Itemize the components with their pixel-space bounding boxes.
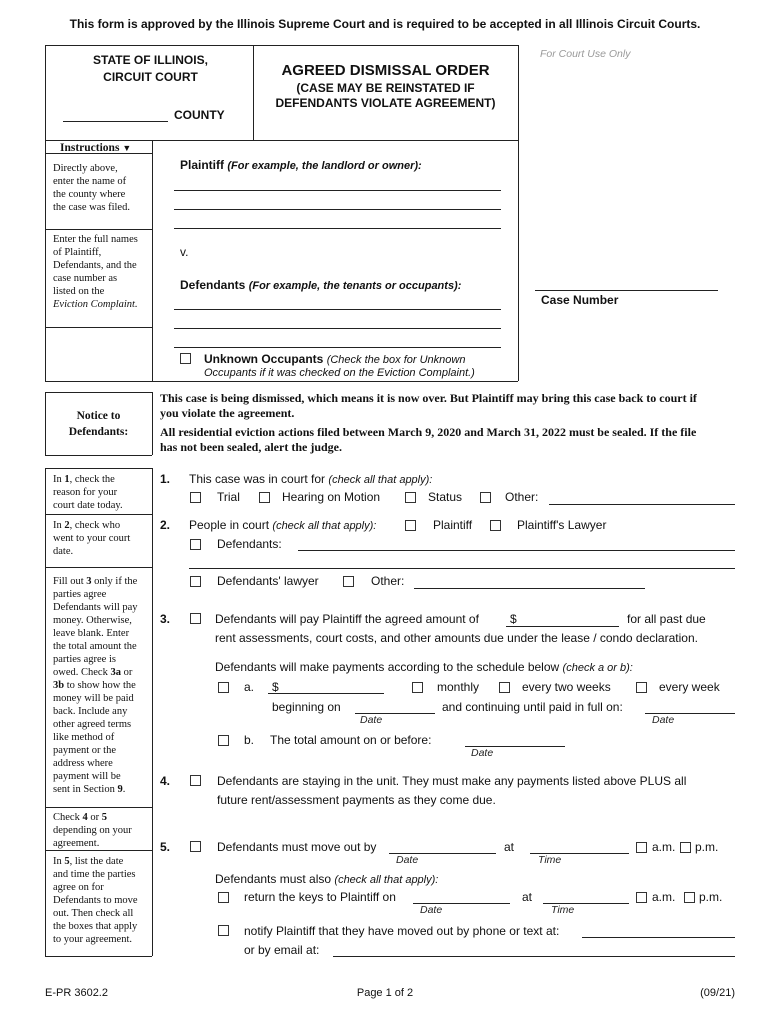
plaintiff-line-3[interactable]: [174, 228, 501, 229]
form-title: AGREED DISMISSAL ORDER: [281, 62, 490, 79]
defendants-present-label: Defendants:: [217, 537, 282, 551]
defendants-lawyer-checkbox[interactable]: [190, 576, 201, 587]
section3-text-1: Defendants will pay Plaintiff the agreed amount of: [215, 612, 479, 626]
section3-text-2: for all past due: [627, 612, 706, 626]
form-revision: (09/21): [700, 987, 735, 999]
option-b-checkbox[interactable]: [218, 735, 229, 746]
notify-email-input-line[interactable]: [333, 956, 735, 957]
notice-label-2: Defendants:: [68, 426, 129, 438]
hearing-on-motion-label: Hearing on Motion: [282, 490, 381, 504]
other-reason-label: Other:: [505, 490, 539, 504]
agreed-amount-dollar: $: [510, 612, 517, 626]
form-id: E-PR 3602.2: [45, 987, 108, 999]
return-keys-am-label: a.m.: [652, 890, 676, 904]
total-amount-label: The total amount on or before:: [270, 733, 432, 747]
section1-text: This case was in court for (check all that apply):: [189, 472, 433, 486]
unknown-occupants-hint: Occupants if it was checked on the Eviction Complaint.): [204, 367, 475, 379]
defendants-present-input-line[interactable]: [298, 550, 735, 551]
section5-instruction: In 5, list the date and time the parties agree on for Defendants to move out. Then check all the boxes that apply to your agreement.: [53, 856, 138, 945]
move-out-time-caption: Time: [538, 854, 562, 866]
continuing-label: and continuing until paid in full on:: [442, 700, 623, 714]
monthly-label: monthly: [437, 680, 480, 694]
plaintiff-lawyer-label: Plaintiff's Lawyer: [517, 518, 607, 532]
beginning-date-caption: Date: [360, 714, 383, 726]
installment-amount-input-line[interactable]: [268, 693, 384, 694]
return-keys-pm-checkbox[interactable]: [684, 892, 695, 903]
every-two-weeks-label: every two weeks: [522, 680, 611, 694]
court-use-label: For Court Use Only: [540, 48, 631, 60]
move-out-label: Defendants must move out by: [217, 840, 377, 854]
schedule-text: Defendants will make payments according to the schedule below (check a or b):: [215, 660, 633, 674]
case-number-line[interactable]: [535, 290, 718, 291]
move-out-pm-label: p.m.: [695, 840, 719, 854]
staying-in-unit-checkbox[interactable]: [190, 775, 201, 786]
county-label: COUNTY: [174, 108, 225, 122]
page-number: Page 1 of 2: [356, 987, 414, 999]
plaintiff-lawyer-checkbox[interactable]: [490, 520, 501, 531]
move-out-am-checkbox[interactable]: [636, 842, 647, 853]
other-reason-checkbox[interactable]: [480, 492, 491, 503]
option-a-checkbox[interactable]: [218, 682, 229, 693]
plaintiff-present-checkbox[interactable]: [405, 520, 416, 531]
form-subtitle-2: DEFENDANTS VIOLATE AGREEMENT): [275, 96, 496, 110]
case-number-label: Case Number: [541, 293, 619, 307]
notify-plaintiff-label: notify Plaintiff that they have moved out by phone or text at:: [244, 924, 560, 938]
move-out-checkbox[interactable]: [190, 841, 201, 852]
versus-label: v.: [180, 245, 189, 259]
other-present-input-line[interactable]: [414, 588, 645, 589]
paid-in-full-date-caption: Date: [652, 714, 675, 726]
status-checkbox[interactable]: [405, 492, 416, 503]
section4-text-2: future rent/assessment payments as they come due.: [217, 793, 496, 807]
other-present-label: Other:: [371, 574, 405, 588]
unknown-occupants-checkbox[interactable]: [180, 353, 191, 364]
return-keys-pm-label: p.m.: [699, 890, 723, 904]
total-amount-date-caption: Date: [471, 747, 494, 759]
option-a-label: a.: [244, 680, 255, 694]
plaintiff-line-1[interactable]: [174, 190, 501, 191]
section45-instruction: Check 4 or 5 depending on your agreement.: [53, 812, 132, 849]
installment-dollar: $: [272, 680, 279, 694]
court-label: CIRCUIT COURT: [103, 70, 198, 84]
return-keys-at-label: at: [522, 890, 533, 904]
section3-text-3: rent assessments, court costs, and other amounts due under the lease / condo declaration.: [215, 631, 698, 645]
notice-text: This case is being dismissed, which means it is now over. But Plaintiff may bring this case back to court if you violate the agreement. All residential eviction actions filed between March 9, 2020 and March 31, 2022 must be sealed. If the file has not been sealed, alert the judge.: [160, 391, 697, 454]
return-keys-checkbox[interactable]: [218, 892, 229, 903]
other-present-checkbox[interactable]: [343, 576, 354, 587]
monthly-checkbox[interactable]: [412, 682, 423, 693]
plaintiff-line-2[interactable]: [174, 209, 501, 210]
form-subtitle-1: (CASE MAY BE REINSTATED IF: [296, 81, 475, 95]
trial-checkbox[interactable]: [190, 492, 201, 503]
option-b-label: b.: [244, 733, 255, 747]
defendants-label: Defendants (For example, the tenants or occupants):: [180, 278, 462, 292]
defendants-present-input-line-2[interactable]: [189, 568, 735, 569]
defendants-line-3[interactable]: [174, 347, 501, 348]
notify-phone-input-line[interactable]: [582, 937, 735, 938]
section2-number: 2.: [160, 518, 171, 532]
instructions-heading: Instructions ▼: [60, 142, 132, 154]
hearing-on-motion-checkbox[interactable]: [259, 492, 270, 503]
other-reason-input-line[interactable]: [549, 504, 735, 505]
move-out-pm-checkbox[interactable]: [680, 842, 691, 853]
return-keys-label: return the keys to Plaintiff on: [244, 890, 396, 904]
defendants-present-checkbox[interactable]: [190, 539, 201, 550]
every-two-weeks-checkbox[interactable]: [499, 682, 510, 693]
county-input-line[interactable]: [63, 121, 168, 122]
trial-label: Trial: [217, 490, 240, 504]
return-keys-time-caption: Time: [551, 904, 575, 916]
defendants-lawyer-label: Defendants' lawyer: [217, 574, 319, 588]
section2-instruction: In 2, check who went to your court date.: [53, 520, 131, 557]
defendants-line-2[interactable]: [174, 328, 501, 329]
notify-email-label: or by email at:: [244, 943, 320, 957]
move-out-am-label: a.m.: [652, 840, 676, 854]
defendants-line-1[interactable]: [174, 309, 501, 310]
section1-instruction: In 1, check the reason for your court date today.: [53, 474, 123, 511]
notice-label-1: Notice to: [76, 410, 121, 422]
caret-down-icon: ▼: [122, 143, 132, 153]
section4-text-1: Defendants are staying in the unit. They must make any payments listed above PLUS all: [217, 774, 687, 788]
section3-number: 3.: [160, 612, 171, 626]
every-week-label: every week: [659, 680, 720, 694]
section4-number: 4.: [160, 774, 171, 788]
move-out-date-caption: Date: [396, 854, 419, 866]
state-label: STATE OF ILLINOIS,: [93, 53, 208, 67]
every-week-checkbox[interactable]: [636, 682, 647, 693]
approval-notice: This form is approved by the Illinois Supreme Court and is required to be accepted in all Illinois Circuit Courts.: [69, 17, 701, 31]
notify-plaintiff-checkbox[interactable]: [218, 925, 229, 936]
must-also-text: Defendants must also (check all that apply):: [215, 872, 439, 886]
move-out-at-label: at: [504, 840, 515, 854]
status-label: Status: [428, 490, 463, 504]
payment-agreement-checkbox[interactable]: [190, 613, 201, 624]
section5-number: 5.: [160, 840, 171, 854]
return-keys-date-caption: Date: [420, 904, 443, 916]
section3-instruction: Fill out 3 only if the parties agree Defendants will pay money. Otherwise, leave blank. Enter the total amount the parties agree is owed. Check 3a or 3b to show how the money will be paid back. Include any other agreed terms like method of payment or the address where payment will be sent in Section 9.: [53, 576, 138, 795]
unknown-occupants-label: Unknown Occupants (Check the box for Unknown: [204, 352, 466, 366]
beginning-on-label: beginning on: [272, 700, 341, 714]
section2-text: People in court (check all that apply):: [189, 518, 377, 532]
section1-number: 1.: [160, 472, 171, 486]
plaintiff-label: Plaintiff (For example, the landlord or owner):: [180, 158, 422, 172]
return-keys-am-checkbox[interactable]: [636, 892, 647, 903]
agreed-amount-input-line[interactable]: [506, 626, 619, 627]
names-instruction: Enter the full names of Plaintiff, Defendants, and the case number as listed on the Eviction Complaint.: [53, 234, 138, 310]
county-instruction: Directly above, enter the name of the county where the case was filed.: [53, 163, 130, 213]
plaintiff-present-label: Plaintiff: [433, 518, 473, 532]
